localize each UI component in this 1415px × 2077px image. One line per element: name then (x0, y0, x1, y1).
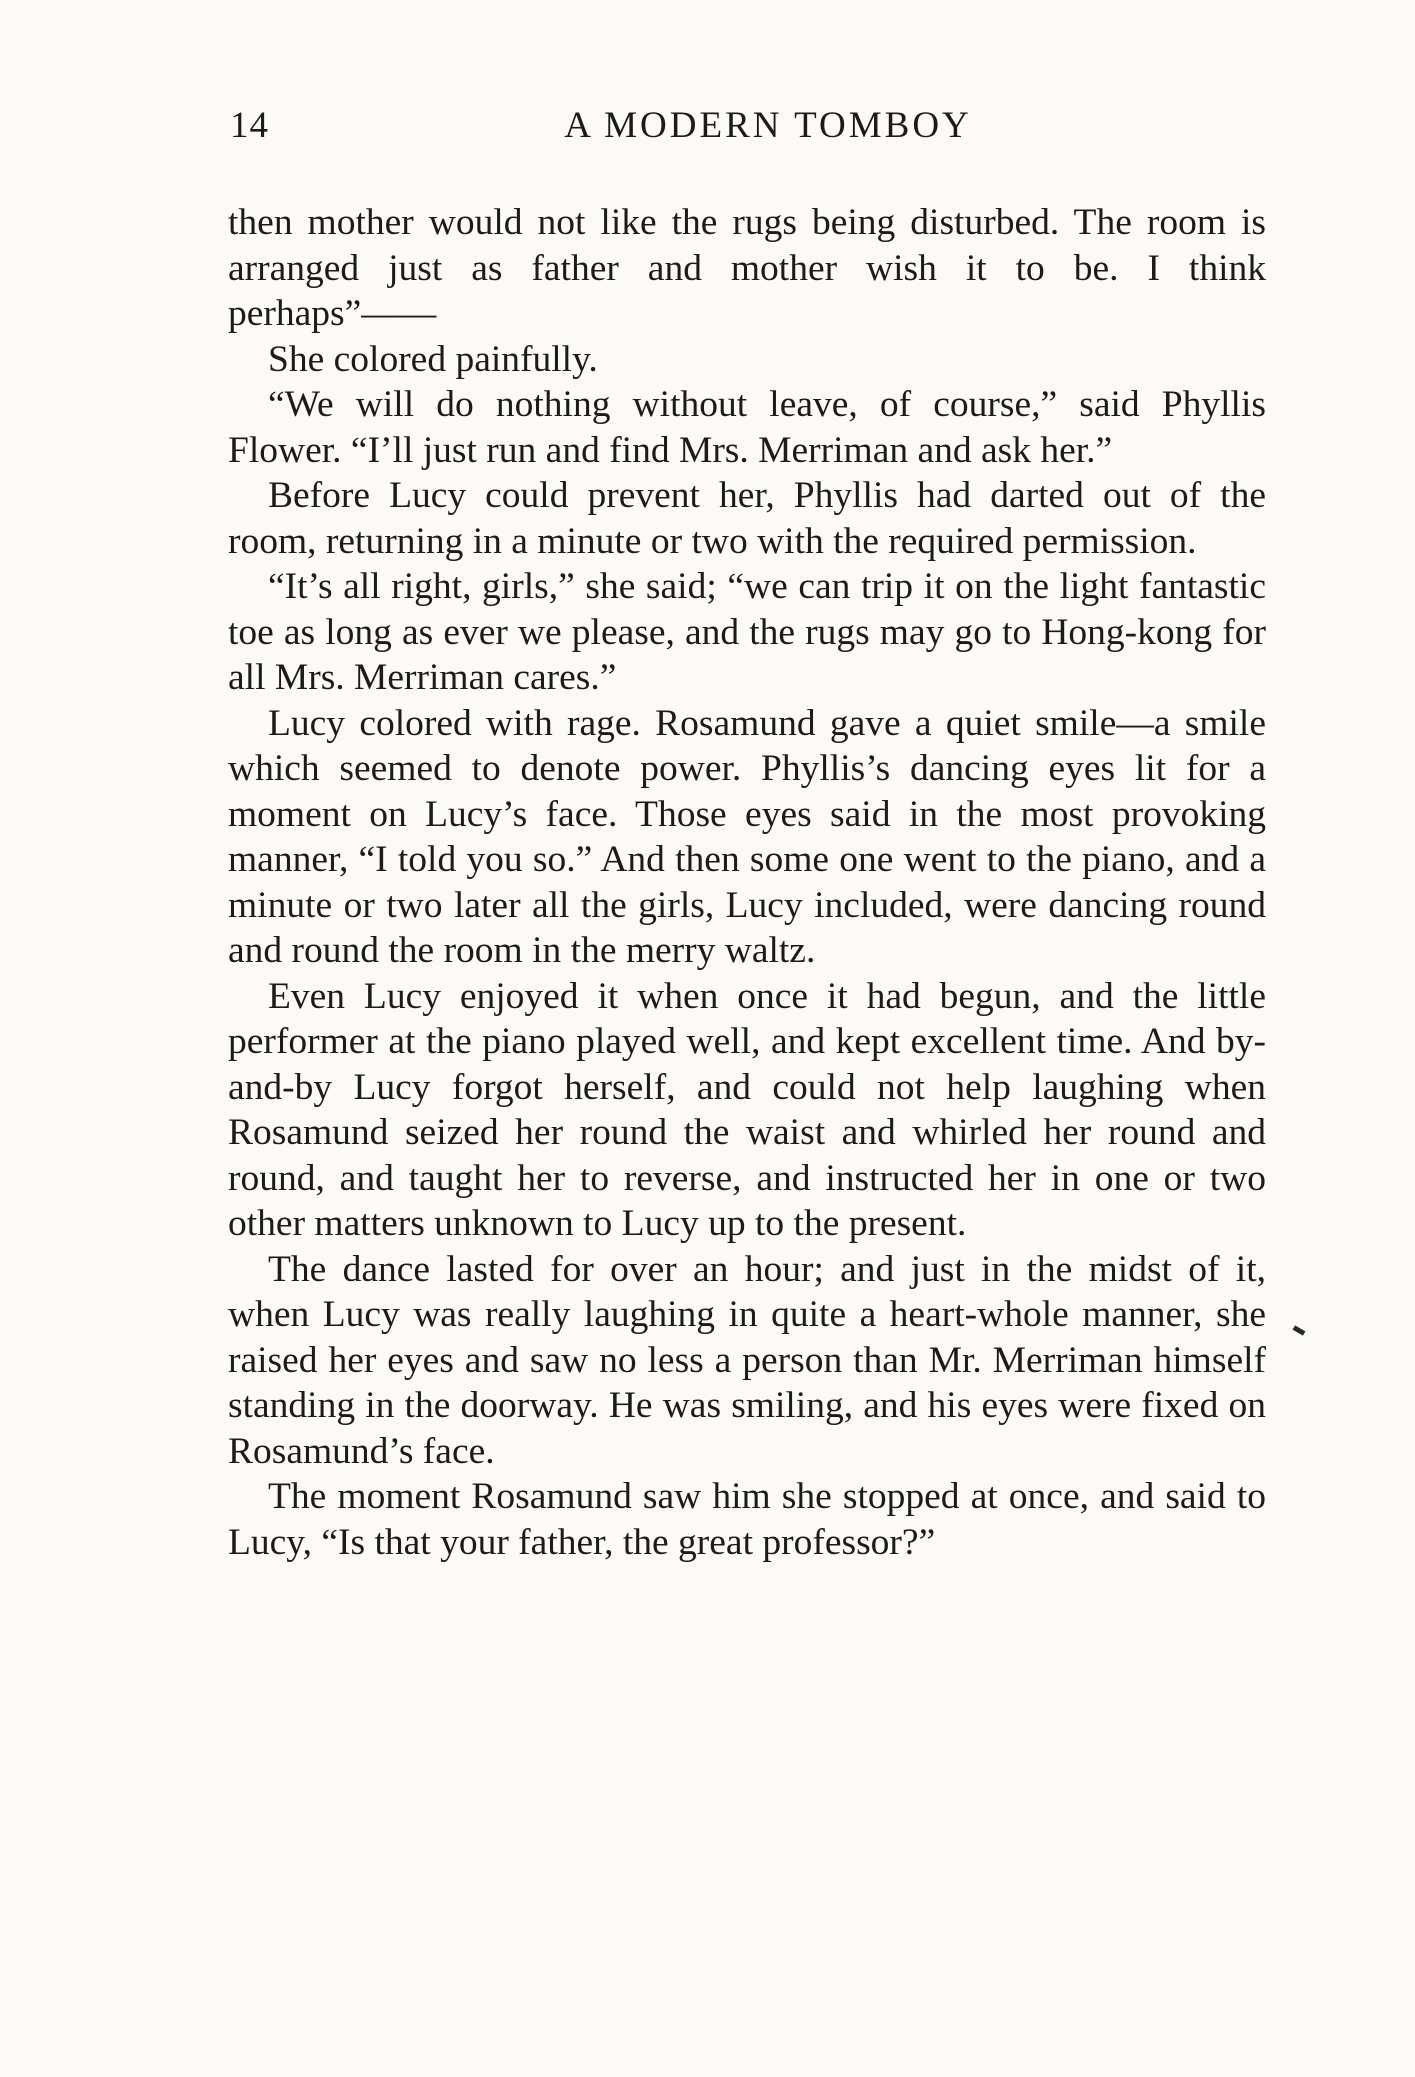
paragraph: Lucy colored with rage. Rosamund gave a quiet smile—a smile which seemed to denote power. Phyllis’s dancing eyes lit for a moment on Lucy’s face. Those eyes said in the most provoking manner, “I told you so.” And then some one went to the piano, and a minute or two later all the girls, Lucy included, were dancing round and round the room in the merry waltz. (228, 702, 1266, 971)
running-head (230, 104, 1270, 154)
body-text (228, 200, 1266, 1565)
book-title: A MODERN TOMBOY (564, 105, 972, 146)
paragraph: The moment Rosamund saw him she stopped at once, and said to Lucy, “Is that your father, the great professor?” (228, 1476, 1266, 1563)
paragraph: Even Lucy enjoyed it when once it had begun, and the little performer at the piano played well, and kept excellent time. And by-and-by Lucy forgot herself, and could not help laughing when Rosamund seized her round the waist and whirled her round and round, and taught her to reverse, and instructed her in one or two other matters unknown to Lucy up to the present. (228, 975, 1266, 1244)
paragraph: “We will do nothing without leave, of course,” said Phyllis Flower. “I’ll just run and find Mrs. Merriman and ask her.” (228, 384, 1266, 471)
print-speck (1293, 1325, 1306, 1335)
paragraph: then mother would not like the rugs being disturbed. The room is arranged just as father and mother wish it to be. I think perhaps”—— (228, 202, 1266, 334)
paragraph: The dance lasted for over an hour; and just in the midst of it, when Lucy was really laughing in quite a heart-whole manner, she raised her eyes and saw no less a person than Mr. Merriman himself standing in the doorway. He was smiling, and his eyes were fixed on Rosamund’s face. (228, 1248, 1266, 1472)
paragraph: She colored painfully. (268, 338, 598, 380)
paragraph: “It’s all right, girls,” she said; “we can trip it on the light fantastic toe as long as ever we please, and the rugs may go to Hong-kong for all Mrs. Merriman cares.” (228, 566, 1266, 698)
paragraph: Before Lucy could prevent her, Phyllis had darted out of the room, returning in a minute or two with the required permission. (228, 475, 1266, 562)
page-number: 14 (230, 105, 269, 146)
